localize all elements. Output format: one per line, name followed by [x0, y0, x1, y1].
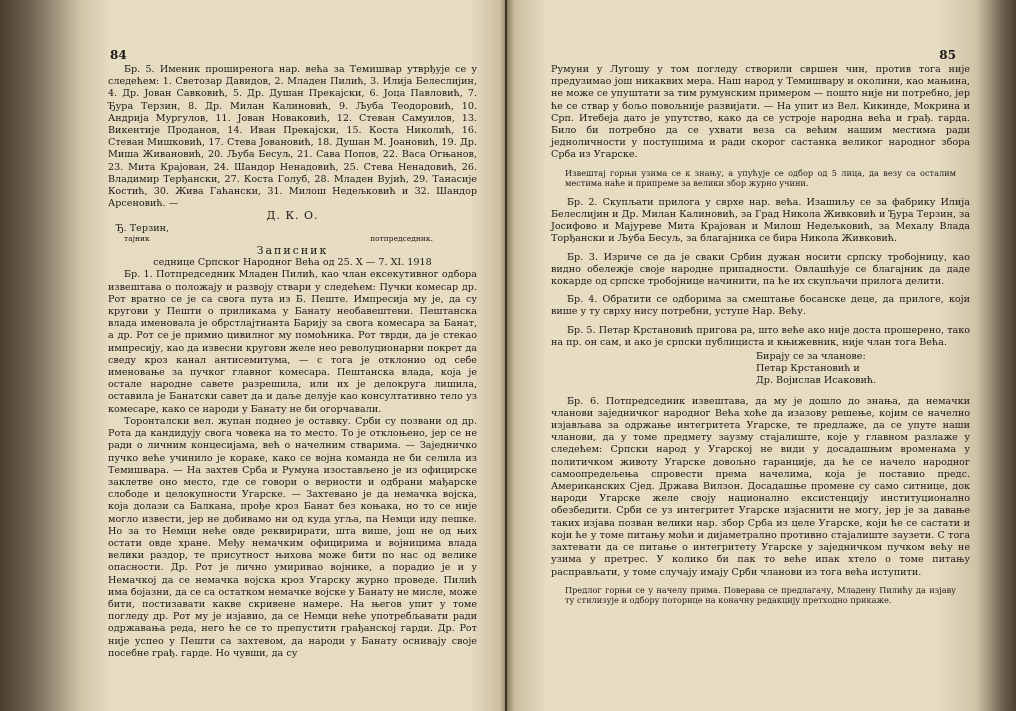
- voter-2: Др. Војислав Исаковић.: [756, 375, 877, 387]
- secretary-name: Ђ. Терзин,: [116, 222, 170, 234]
- minutes-subtitle: седнице Српског Народног Већа од 25. X — 7. XI. 1918: [153, 257, 432, 269]
- right-page: [507, 0, 1016, 711]
- voter-1: Петар Крстановић и: [756, 363, 860, 375]
- paragraph-toronto: Торонталски вел. жупан поднео је оставку. Срби су позвани од др. Рота да кандидују свога човека на то место. То је отклоњено, јер се не ради о личним концесијама, већ о начелним стварима. — Заједничко пучко веће учинило је кораке, како се војна команда не би селила из Темишвара. — На захтев Срба и Румуна изостављено је из официрске заклетве оно место, где се говори о верности и одбрани мађарске слободе и целокупности Угарске. — Захтевано је да немачка војска, која долази са Балкана, прође кроз Банат без коњака, но то се није могло извести, јер не добивамо ни од куда угља, па Немци иду пешке. Но за то Немци неће овде реквирирати, шта више, још не од њих остати овде хране. Међу немачким официрима и војницима влада велики раздор, те присутност њихова може бити по нас од велике опасности. Др. Рот је лично умиривао војнике, а порадио је и у Немачкој да се немачка војска кроз Угарску журно проведе. Пилић има бојазни, да се са остатком немачке војске у Банату не мисле, може бити, постизавати какве скривене намере. На његов упит у томе погледу др. Рот му је изјавио, да се Немци неће употребљавати ради одржавања реда, него ће се то препустити грађанској гарди. Др. Рот није успео у Пешти са захтевом, да народи у Банату оснивају своје посебне грађ. гарде. Но чувши, да су: [108, 415, 477, 659]
- page-number-right: 85: [939, 48, 956, 62]
- dko-heading: Д. К. О.: [266, 209, 319, 223]
- voters-block: [551, 351, 970, 388]
- paragraph-item-6: Бр. 6. Потпредседник извештава, да му је дошло до знања, да немачки чланови заједничког народног Већа хоће да изазову решење, којим се начелно изјављава за одржање интегритета Угарске, те предлаже, да се упуте наши чланови, да у томе предмету заузму стајалиште, које у главном разлаже у следећем: Српски народ у Угарској не види у досадашњим вроменама у политичком животу Угарске довољно гаранције, да ће се начело народног самоопредељења спровести према начелима, која је поставио предс. Американских Сјед. Држава Вилзон. Досадашње промене су само ситнице, док народи Угарске желе своју национално ексистенцију институционално обезбедити. Срби се уз интегритет Угарске изјаснити не могу, јер је за давање таких изјава позван велики нар. збор Срба из целе Угарске, који ће се састати и који ће у томе питању моћи и дијаметрално противно стајалиште заузети. С тога захтевати да се питање о интегритету Угарске у заједничком пучком већу не узима у претрес. У колико би пак то веће ипак хтело о томе питању расправљати, у томе случају имају Срби чланови из тога већа иступити.: [551, 395, 970, 578]
- right-page-text: [551, 64, 970, 606]
- resolution-note-1: [551, 168, 970, 189]
- page-number-left: 84: [110, 48, 127, 62]
- paragraph-item-1: Бр. 1. Потпредседник Младен Пилић, као члан ексекутивног одбора извештава о положају и развоју ствари у следећем: Пучки комесар др. Рот вратно се је са свога пута из Б. Пеште. Импресија му је, да су кругови у Пешти о приликама у Банату необавештени. Пештанска влада именовала је обрстлајтнанта Барију за свога комесара за Банат, а др. Рот се је примио цивилног му помоћника. Рот тврди, да је стекао импресију, као да извесни кругови желе нео револуционарни покрет да сведу кроз канал антисемитума, — с тога је отклонио од себе именовање за пучког главног комесара. Пештанска влада, која је остале народне савете разрешила, или их је делокруга лишила, оставила је Банатски савет да и даље делује као консултативно тело уз комесаре, како се народи у Банату не би огорчавали.: [108, 269, 477, 415]
- paragraph-item-5: Бр. 5. Именик проширенога нар. већа за Темишвар утврђује се у следећем: 1. Светозар Давидов, 2. Младен Пилић, 3. Илија Белеслијин, 4. Др. Јован Савковић, 5. Др. Душан Прекајски, 6. Јоца Павловић, 7. Ђура Терзин, 8. Др. Милан Калиновић, 9. Љуба Теодоровић, 10. Андрија Мургулов, 11. Јован Новаковић, 12. Стеван Самуилов, 13. Викентије Проданов, 14. Иван Прекајски, 15. Коста Николић, 16. Стеван Мишковић, 17. Стева Јовановић, 18. Душан М. Јоановић, 19. Др. Миша Живановић, 20. Љуба Бесуљ, 21. Сава Попов, 22. Васа Огњанов, 23. Мита Крајован, 24. Шандор Ненадовић, 25. Стева Ненадовић, 26. Владимир Терђански, 27. Коста Голуб, 28. Младен Вујић, 29. Танасије Костић, 30. Жива Гаћански, 31. Милош Недељковић и 32. Шандор Арсеновић. —: [108, 64, 477, 210]
- resolution-text-2: Предлог горњи се у начелу прима. Поверава се предлагачу, Младену Пилићу да изјаву ту стилизује и одбору поторице на коначну редакцију претходно прикаже.: [565, 584, 956, 606]
- minutes-title: Записник: [256, 244, 329, 258]
- paragraph-item-2: Бр. 2. Скупљати прилога у сврхе нар. већа. Изашиљу се за фабрику Илија Белеслијин и Др. Милан Калиновић, за Град Никола Живковић и Ђура Терзин, за Јосифово и Мајуреве Мита Крајован и Милош Недељковић, за Мехалу Влада Торђански и Љуба Бесуљ, за благајника се бира Никола Живковић.: [551, 196, 970, 245]
- left-page: [0, 0, 507, 711]
- vice-president-role: потпредседник.: [370, 233, 433, 243]
- resolution-text-1: Извештај горњи узима се к знању, а упућује се одбор од 5 лица, да везу са осталим местима наће и припреме за велики збор журно учини.: [565, 167, 956, 189]
- left-page-text: [108, 64, 477, 660]
- resolution-note-2: [551, 585, 970, 606]
- paragraph-continuation: Румуни у Лугошу у том погледу створили свршен чин, против тога није предузимао још никаквих мера. Наш народ у Темишвару и околини, као мањина, не може се упуштати за тим румунским примером — пошто није ни потребно, јер ће се ствар у бољо повољније развијати. — На упит из Вел. Кикинде, Мокрина и Срп. Итебеја дато је упутство, како да се устроје народна већа и грађ. гарда. Било би потребно да се ухвати веза са већим нашим местима ради једноличности у поступцима и ради скорог састанка великог народног збора Срба из Угарске.: [551, 64, 971, 161]
- secretary-role: тајник: [124, 233, 150, 243]
- paragraph-item-3: Бр. 3. Изриче се да је сваки Србин дужан носити српску тробојницу, као видно обележје своје народне припадности. Овлашћује се благајник да даде кокарде од српске тробојнице начинити, па ће их скупљачи прилога делити.: [551, 251, 970, 288]
- paragraph-item-4: Бр. 4. Обратити се одборима за смештање босанске деце, да прилоге, који више у ту сврху нису потребни, уступе Нар. Већу.: [551, 294, 970, 318]
- voters-label: Бирају се за чланове:: [756, 351, 866, 363]
- paragraph-item-5: Бр. 5. Петар Крстановић пригова ра, што веће ако није доста прошерено, тако на пр. он сам, и ако је српски публициста и књижевник, није члан тога Већа.: [551, 324, 970, 348]
